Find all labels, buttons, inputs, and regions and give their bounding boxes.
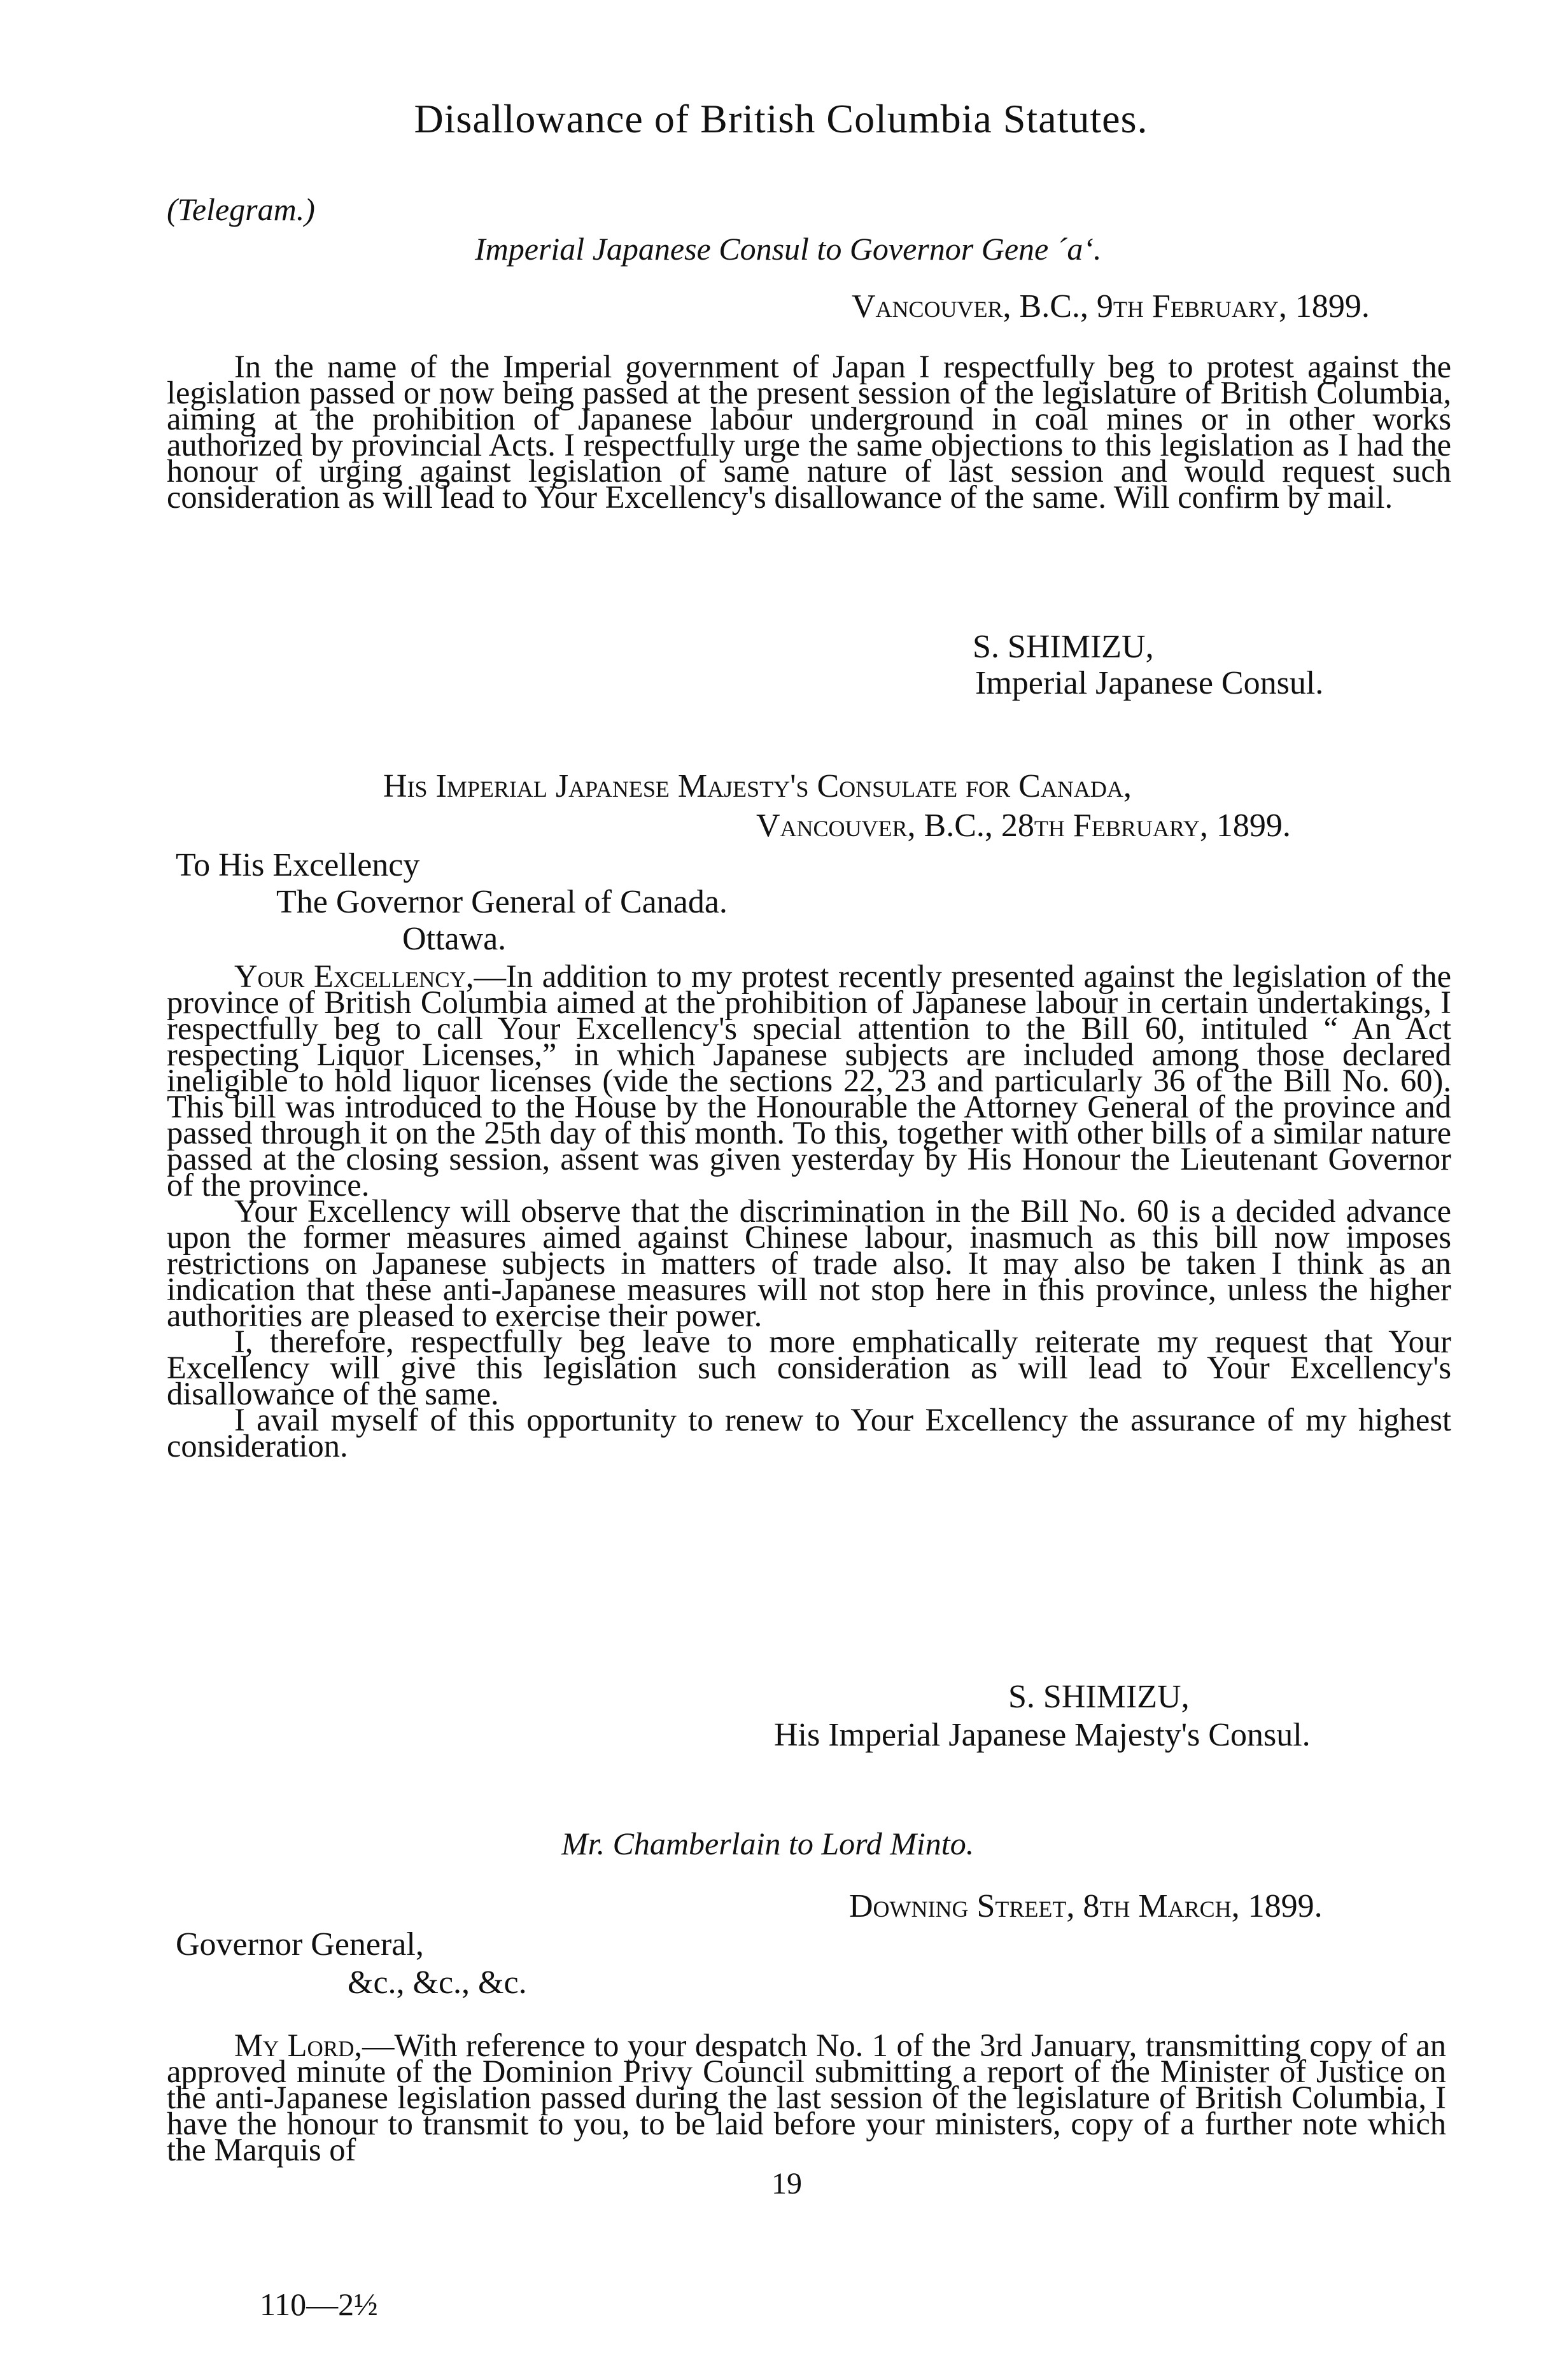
consulate-paragraph-4: I avail myself of this opportunity to renew to Your Excellency the assurance of my highest consideration. [167,1402,1451,1464]
consulate-salutation: Your Excellency, [234,958,474,994]
consulate-paragraph-3: I, therefore, respectfully beg leave to more emphatically reiterate my request that Your Excellency will give this legislation such consideration as will lead to Your Excellency's disallowance of the same. [167,1324,1451,1411]
chamberlain-address-2: &c., &c., &c. [348,1964,527,2001]
address-line-2: The Governor General of Canada. [276,884,728,920]
chamberlain-paragraph-text: —With reference to your despatch No. 1 of the 3rd January, transmitting copy of an approved minute of the Dominion Privy Council submitting a report of the Minister of Justice on the anti-Japanese legislation passed during the last session of the legislature of British Columbia, I have the honour to transmit to you, to be laid before your ministers, copy of a further note which the Marquis of [167,2027,1446,2167]
chamberlain-dateline: Downing Street, 8th March, 1899. [849,1888,1323,1924]
consulate-signature-name: S. SHIMIZU, [1008,1679,1190,1715]
signature-mark: 110—2½ [260,2286,378,2322]
telegram-signature-title: Imperial Japanese Consul. [975,665,1324,701]
address-line-3: Ottawa. [402,921,507,957]
consulate-signature-title: His Imperial Japanese Majesty's Consul. [774,1717,1311,1753]
consulate-paragraph-2: Your Excellency will observe that the discrimination in the Bill No. 60 is a decided advance upon the former measures aimed against Chinese labour, inasmuch as this bill now imposes restrictions on Japanese subjects in matters of trade also. It may also be taken I think as an indication that these anti-Japanese measures will not stop here in this province, unless the higher authorities are pleased to exercise their power. [167,1193,1451,1333]
chamberlain-salutation: My Lord, [234,2027,362,2063]
page-number: 19 [771,2167,802,2201]
consulate-heading: His Imperial Japanese Majesty's Consulate for Canada, [383,768,1132,804]
chamberlain-paragraph [167,2027,1446,2167]
consulate-body [167,958,1452,1464]
chamberlain-heading: Mr. Chamberlain to Lord Minto. [561,1826,974,1861]
telegram-label: (Telegram.) [167,192,315,227]
telegram-dateline: Vancouver, B.C., 9th February, 1899. [852,288,1370,325]
telegram-signature-name: S. SHIMIZU, [973,629,1154,665]
consulate-paragraph-1-text: —In addition to my protest recently presented against the legislation of the province of British Columbia aimed at the prohibition of Japanese labour in certain undertakings, I respectfully beg to call Your Excellency's special attention to the Bill 60, intituled “ An Act respecting Liquor Licenses,” in which Japanese subjects are included among those declared ineligible to hold liquor licenses (vide the sections 22, 23 and particularly 36 of the Bill No. 60). This bill was introduced to the House by the Honourable the Attorney General of the province and passed through it on the 25th day of this month. To this, together with other bills of a similar nature passed at the closing session, assent was given yesterday by His Honour the Lieutenant Governor of the province. [167,958,1452,1203]
consulate-dateline: Vancouver, B.C., 28th February, 1899. [756,808,1291,844]
telegram-paragraph: In the name of the Imperial government of Japan I respectfully beg to protest against the legislation passed or now being passed at the present session of the legislature of British Columbia, aiming at the prohibition of Japanese labour underground in coal mines or in other works authorized by provincial Acts. I respectfully urge the same objections to this legislation as I had the honour of urging against legislation of same nature of last session and would request such consideration as will lead to Your Excellency's disallowance of the same. Will confirm by mail. [167,349,1451,515]
telegram-heading [475,230,1102,267]
telegram-heading-trail: ´aʻ. [1056,231,1102,267]
telegram-body [167,349,1451,515]
address-line-1: To His Excellency [176,847,420,883]
chamberlain-body [167,2027,1446,2167]
telegram-heading-text: Imperial Japanese Consul to Governor Gene [475,231,1049,267]
consulate-paragraph-1 [167,958,1452,1203]
running-header: Disallowance of British Columbia Statutes. [414,96,1148,141]
chamberlain-address-1: Governor General, [176,1926,424,1963]
